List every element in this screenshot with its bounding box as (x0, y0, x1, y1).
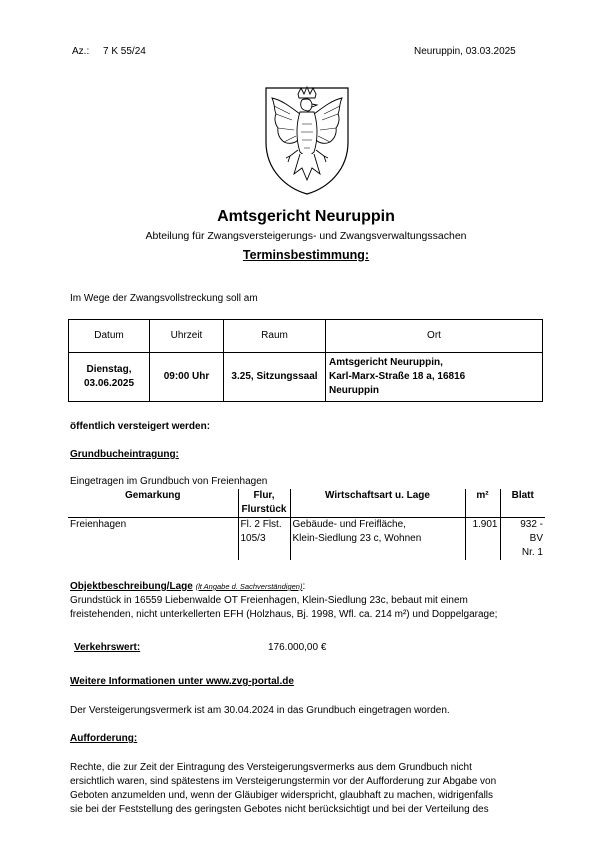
objekt-heading: Objektbeschreibung/Lage (70, 581, 193, 592)
header-flur-line-1: Flur, (253, 490, 275, 501)
aufforderung-heading: Aufforderung: (70, 733, 138, 744)
cell-blatt-line-3: Nr. 1 (521, 547, 543, 558)
header-raum: Raum (224, 320, 326, 353)
cell-wirtschaft-line-2: Klein-Siedlung 23 c, Wohnen (292, 533, 422, 544)
grundbuch-header-row (68, 489, 545, 518)
date-value: 03.06.2025 (83, 378, 135, 389)
intro-text: Im Wege der Zwangsvollstreckung soll am (70, 293, 258, 304)
auction-text: öffentlich versteigert werden: (70, 421, 211, 432)
file-number: 7 K 55/24 (103, 46, 146, 57)
header-wirtschaft: Wirtschaftsart u. Lage (290, 489, 465, 518)
coat-of-arms-eagle-icon (262, 84, 352, 196)
place-line-3: Neuruppin (329, 385, 379, 396)
cell-blatt-line-2: BV (529, 533, 543, 544)
schedule-header-row (69, 320, 543, 353)
cell-place (326, 353, 543, 402)
cell-date (69, 353, 150, 402)
more-info-link[interactable]: Weitere Informationen unter www.zvg-portal.de (70, 676, 294, 687)
aufforderung-line-2: ersichtlich waren, sind spätestens im Versteigerungstermin vor der Aufforderung zur Abgabe von (70, 776, 497, 787)
cell-gemarkung: Freienhagen (68, 518, 238, 561)
grundbuch-table (68, 489, 545, 560)
header-ort: Ort (326, 320, 543, 353)
header-m2: m² (465, 489, 500, 518)
vermerk-text: Der Versteigerungsvermerk ist am 30.04.2024 in das Grundbuch eingetragen worden. (70, 705, 450, 716)
header-flur (238, 489, 290, 518)
place-line-1: Amtsgericht Neuruppin, (329, 357, 443, 368)
court-department: Abteilung für Zwangsversteigerungs- und Zwangsverwaltungssachen (145, 230, 467, 242)
grundbuch-row (68, 518, 545, 561)
aufforderung-line-1: Rechte, die zur Zeit der Eintragung des Versteigerungsvermerks aus dem Grundbuch nicht (70, 762, 472, 773)
cell-blatt (500, 518, 545, 561)
header-blatt: Blatt (500, 489, 545, 518)
cell-flur (238, 518, 290, 561)
cell-flur-line-1: Fl. 2 Flst. (240, 519, 282, 530)
objekt-note: (lt Angabe d. Sachverständigen) (195, 582, 303, 591)
cell-time: 09:00 Uhr (150, 353, 224, 402)
document-title: Terminsbestimmung: (242, 248, 370, 262)
court-name: Amtsgericht Neuruppin (217, 208, 395, 225)
place-date: Neuruppin, 03.03.2025 (414, 46, 516, 57)
schedule-row (69, 353, 543, 402)
cell-wirtschaft (290, 518, 465, 561)
cell-m2: 1.901 (465, 518, 500, 561)
aufforderung-line-3: Geboten anzumelden und, wenn der Gläubiger widerspricht, glaubhaft zu machen, widrigenfalls (70, 790, 494, 801)
cell-flur-line-2: 105/3 (240, 533, 266, 544)
objekt-line-1: Grundstück in 16559 Liebenwalde OT Freienhagen, Klein-Siedlung 23c, bebaut mit einem (70, 595, 468, 606)
objekt-line-2: freistehenden, nicht unterkellerten EFH (Holzhaus, Bj. 1998, Wfl. ca. 214 m²) und Doppelgarage; (70, 609, 498, 620)
header-flur-line-2: Flurstück (241, 504, 287, 515)
file-number-label: Az.: (72, 46, 90, 57)
objekt-colon: : (302, 581, 306, 592)
verkehrswert-label: Verkehrswert: (74, 642, 141, 653)
header-gemarkung: Gemarkung (68, 489, 238, 518)
aufforderung-line-4: sie bei der Feststellung des geringsten Gebotes nicht berücksichtigt und bei der Verteilung des (70, 804, 489, 815)
cell-wirtschaft-line-1: Gebäude- und Freifläche, (292, 519, 406, 530)
verkehrswert-value: 176.000,00 € (268, 642, 327, 653)
objekt-heading-line (70, 580, 540, 594)
grundbuch-heading: Grundbucheintragung: (70, 449, 179, 460)
date-weekday: Dienstag, (86, 364, 132, 375)
cell-blatt-line-1: 932 - (520, 519, 543, 530)
cell-room: 3.25, Sitzungssaal (224, 353, 326, 402)
header-uhrzeit: Uhrzeit (150, 320, 224, 353)
schedule-table (68, 319, 543, 402)
header-datum: Datum (69, 320, 150, 353)
place-line-2: Karl-Marx-Straße 18 a, 16816 (329, 371, 466, 382)
grundbuch-intro: Eingetragen im Grundbuch von Freienhagen (70, 476, 268, 487)
